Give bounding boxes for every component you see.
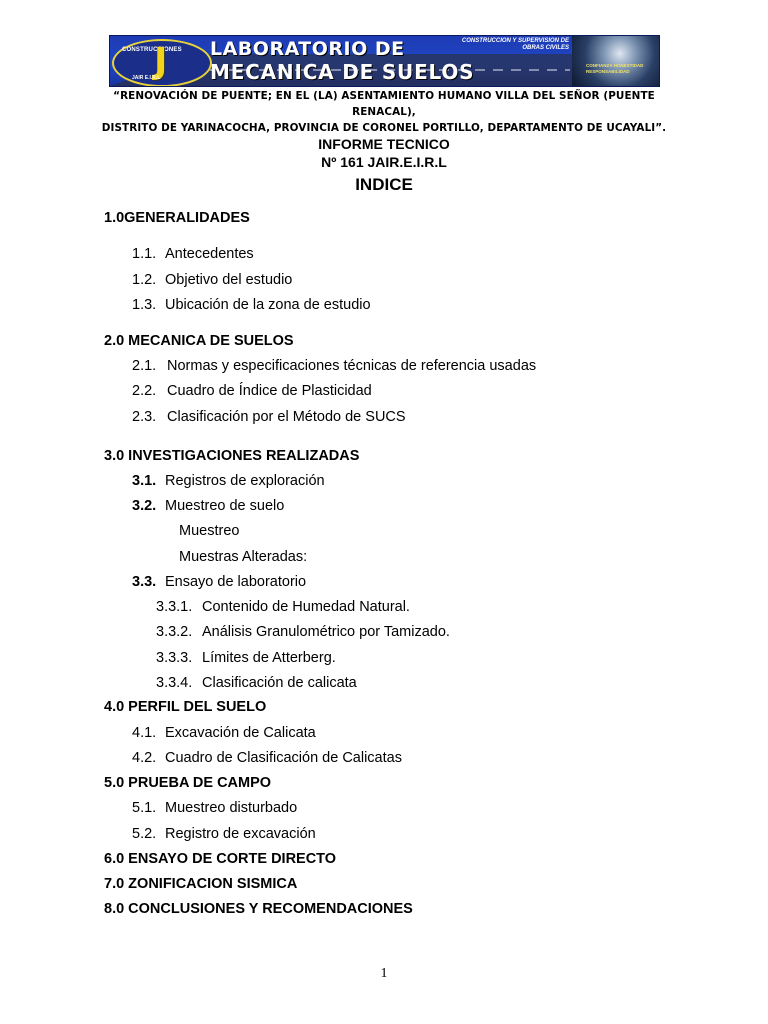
toc-item[interactable] (132, 472, 325, 490)
header-banner (109, 35, 660, 87)
toc-item-label: Clasificación por el Método de SUCS (167, 409, 406, 425)
report-title: INFORME TECNICO (318, 136, 450, 152)
toc-item-label: Cuadro de Índice de Plasticidad (167, 383, 372, 399)
toc-item-number: 3.3.2. (156, 624, 193, 640)
toc-item-label: Muestreo de suelo (165, 498, 285, 514)
toc-item-number: 2.2. (132, 383, 157, 399)
toc-item[interactable] (132, 271, 293, 289)
toc-item[interactable] (132, 382, 372, 400)
toc-item-label: Muestreo disturbado (165, 800, 298, 816)
toc-item-label: Ubicación de la zona de estudio (165, 297, 371, 313)
toc-item-number: 3.3.1. (156, 599, 193, 615)
company-logo (112, 39, 212, 87)
toc-item-label: Registros de exploración (165, 473, 325, 489)
project-description (90, 88, 678, 136)
toc-item[interactable] (132, 296, 371, 314)
banner-title-line2: MECANICA DE SUELOS (210, 60, 475, 84)
toc-item[interactable] (132, 357, 537, 375)
logo-top-text: CONSTRUCCIONES (122, 47, 182, 53)
toc-item-number: 5.2. (132, 826, 157, 842)
toc-section-heading[interactable]: 3.0 INVESTIGACIONES REALIZADAS (104, 448, 360, 464)
toc-section-heading[interactable]: 5.0 PRUEBA DE CAMPO (104, 775, 272, 791)
toc-item-number: 3.3. (132, 574, 157, 590)
toc-item-number: 4.1. (132, 725, 157, 741)
toc-item-number: 4.2. (132, 750, 157, 766)
toc-item[interactable] (132, 724, 316, 742)
toc-item[interactable] (132, 497, 285, 515)
toc-item[interactable] (132, 573, 307, 591)
toc-item[interactable] (156, 674, 357, 692)
toc-item-number: 1.3. (132, 297, 157, 313)
project-line-1: “RENOVACIÓN DE PUENTE; EN EL (LA) ASENTAMIENTO HUMANO VILLA DEL SEÑOR (PUENTE RENACAL), (113, 90, 655, 118)
toc-item[interactable] (156, 623, 450, 641)
toc-item-label: Normas y especificaciones técnicas de referencia usadas (167, 358, 537, 374)
toc-section-heading[interactable]: 6.0 ENSAYO DE CORTE DIRECTO (104, 851, 337, 867)
toc-item-label: Excavación de Calicata (165, 725, 316, 741)
toc-item[interactable] (156, 598, 410, 616)
toc-item-number: 5.1. (132, 800, 157, 816)
toc-item[interactable] (132, 749, 402, 767)
badge-text: CONFIANZA HONESTIDAD RESPONSABILIDAD (586, 63, 644, 74)
toc-item[interactable] (132, 825, 316, 843)
toc-section-heading[interactable]: 7.0 ZONIFICACION SISMICA (104, 876, 298, 892)
toc-section-heading[interactable]: 8.0 CONCLUSIONES Y RECOMENDACIONES (104, 901, 413, 917)
toc-item-label: Análisis Granulométrico por Tamizado. (202, 624, 450, 640)
toc-item-label: Contenido de Humedad Natural. (202, 599, 410, 615)
toc-section-heading[interactable]: 4.0 PERFIL DEL SUELO (104, 699, 267, 715)
index-title: INDICE (355, 175, 413, 194)
toc-subitem[interactable]: Muestreo (179, 523, 240, 539)
banner-title-line1: LABORATORIO DE (210, 38, 405, 60)
toc-item-label: Antecedentes (165, 246, 254, 262)
toc-item-number: 3.1. (132, 473, 157, 489)
toc-item-number: 3.2. (132, 498, 157, 514)
toc-item-number: 1.1. (132, 246, 157, 262)
toc-item-number: 1.2. (132, 272, 157, 288)
storm-image (572, 36, 659, 86)
toc-item-number: 2.1. (132, 358, 157, 374)
project-line-2: DISTRITO DE YARINACOCHA, PROVINCIA DE CORONEL PORTILLO, DEPARTAMENTO DE UCAYALI”. (101, 122, 667, 134)
toc-item[interactable] (132, 245, 254, 263)
page-number: 1 (380, 966, 388, 981)
toc-section-heading[interactable]: 1.0GENERALIDADES (104, 210, 250, 226)
report-number: Nº 161 JAIR.E.I.R.L (321, 154, 447, 170)
toc-section-heading[interactable]: 2.0 MECANICA DE SUELOS (104, 333, 294, 349)
banner-services-text: CONSTRUCCION Y SUPERVISION DE OBRAS CIVILES (461, 38, 569, 51)
toc-item-label: Clasificación de calicata (202, 675, 357, 691)
logo-letter: J (154, 41, 168, 82)
toc-item-number: 3.3.3. (156, 650, 193, 666)
toc-item-label: Registro de excavación (165, 826, 316, 842)
toc-item[interactable] (132, 799, 298, 817)
toc-item-label: Objetivo del estudio (165, 272, 293, 288)
toc-item-label: Ensayo de laboratorio (165, 574, 307, 590)
toc-item-label: Cuadro de Clasificación de Calicatas (165, 750, 402, 766)
toc-item-label: Límites de Atterberg. (202, 650, 336, 666)
logo-bottom-text: JAIR E.I.R.L (132, 75, 161, 81)
toc-item-number: 3.3.4. (156, 675, 193, 691)
toc-subitem[interactable]: Muestras Alteradas: (179, 549, 308, 565)
toc-item[interactable] (156, 649, 336, 667)
toc-item-number: 2.3. (132, 409, 157, 425)
toc-item[interactable] (132, 408, 406, 426)
